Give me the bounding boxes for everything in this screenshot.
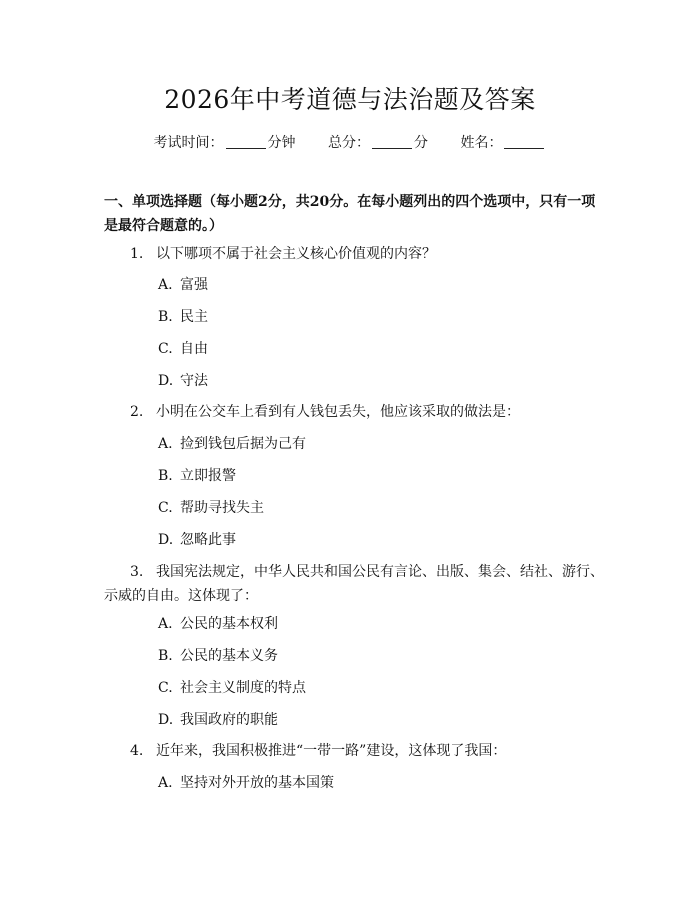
option-letter: B. bbox=[158, 648, 173, 664]
question-3-option-a bbox=[158, 614, 278, 634]
section-heading: 一、单项选择题（每小题2分，共20分。在每小题列出的四个选项中，只有一项是最符合题意的。） bbox=[104, 194, 596, 234]
question-4-option-a bbox=[158, 773, 334, 793]
question-2-option-b bbox=[158, 466, 236, 486]
total-score-unit: 分 bbox=[414, 135, 428, 151]
option-text: 自由 bbox=[180, 341, 208, 357]
option-letter: A. bbox=[158, 775, 173, 791]
question-3 bbox=[104, 560, 604, 608]
total-score-blank bbox=[372, 134, 412, 149]
question-3-option-b bbox=[158, 646, 278, 666]
option-text: 社会主义制度的特点 bbox=[180, 680, 306, 696]
option-letter: B. bbox=[158, 309, 173, 325]
option-letter: C. bbox=[158, 680, 173, 696]
option-letter: D. bbox=[158, 373, 174, 389]
option-letter: A. bbox=[158, 436, 173, 452]
question-1-option-b bbox=[158, 307, 208, 327]
option-text: 民主 bbox=[180, 309, 208, 325]
option-text: 公民的基本义务 bbox=[180, 648, 278, 664]
option-letter: A. bbox=[158, 277, 173, 293]
exam-time-blank bbox=[226, 134, 266, 149]
option-text: 捡到钱包后据为己有 bbox=[180, 436, 306, 452]
question-text: 以下哪项不属于社会主义核心价值观的内容？ bbox=[156, 246, 436, 262]
question-2-option-c bbox=[158, 498, 264, 518]
total-score-label: 总分： bbox=[328, 135, 370, 151]
question-1-option-c bbox=[158, 339, 208, 359]
option-letter: B. bbox=[158, 468, 173, 484]
option-letter: D. bbox=[158, 532, 174, 548]
option-text: 帮助寻找失主 bbox=[180, 500, 264, 516]
question-3-option-d bbox=[158, 710, 278, 730]
option-text: 忽略此事 bbox=[180, 532, 236, 548]
student-name bbox=[460, 132, 546, 152]
question-2-option-a bbox=[158, 434, 306, 454]
question-number: 2. bbox=[130, 404, 144, 420]
exam-time-unit: 分钟 bbox=[267, 135, 296, 151]
option-text: 我国政府的职能 bbox=[180, 712, 278, 728]
question-3-option-c bbox=[158, 678, 306, 698]
question-text: 我国宪法规定，中华人民共和国公民有言论、出版、集会、结社、游行、示威的自由。这体现了： bbox=[104, 564, 604, 604]
option-letter: A. bbox=[158, 616, 173, 632]
student-name-blank bbox=[504, 134, 544, 149]
option-text: 坚持对外开放的基本国策 bbox=[180, 775, 334, 791]
option-text: 守法 bbox=[180, 373, 208, 389]
question-text: 近年来，我国积极推进“一带一路”建设，这体现了我国： bbox=[156, 743, 507, 759]
exam-time-label: 考试时间： bbox=[153, 135, 224, 151]
option-letter: C. bbox=[158, 341, 173, 357]
question-1 bbox=[104, 242, 604, 266]
total-score bbox=[328, 132, 428, 152]
option-text: 立即报警 bbox=[180, 468, 236, 484]
exam-info-row bbox=[0, 132, 700, 152]
question-1-option-a bbox=[158, 275, 208, 295]
question-number: 1. bbox=[130, 246, 144, 262]
question-4 bbox=[104, 739, 604, 763]
question-1-option-d bbox=[158, 371, 208, 391]
question-2-option-d bbox=[158, 530, 236, 550]
question-text: 小明在公交车上看到有人钱包丢失，他应该采取的做法是： bbox=[156, 404, 520, 420]
exam-time bbox=[154, 132, 296, 152]
option-letter: D. bbox=[158, 712, 174, 728]
question-number: 3. bbox=[130, 564, 144, 580]
question-2 bbox=[104, 400, 604, 424]
student-name-label: 姓名： bbox=[460, 135, 503, 151]
option-text: 公民的基本权利 bbox=[180, 616, 278, 632]
question-number: 4. bbox=[130, 743, 144, 759]
option-text: 富强 bbox=[180, 277, 208, 293]
option-letter: C. bbox=[158, 500, 173, 516]
page-title: 2026年中考道德与法治题及答案 bbox=[164, 85, 536, 114]
